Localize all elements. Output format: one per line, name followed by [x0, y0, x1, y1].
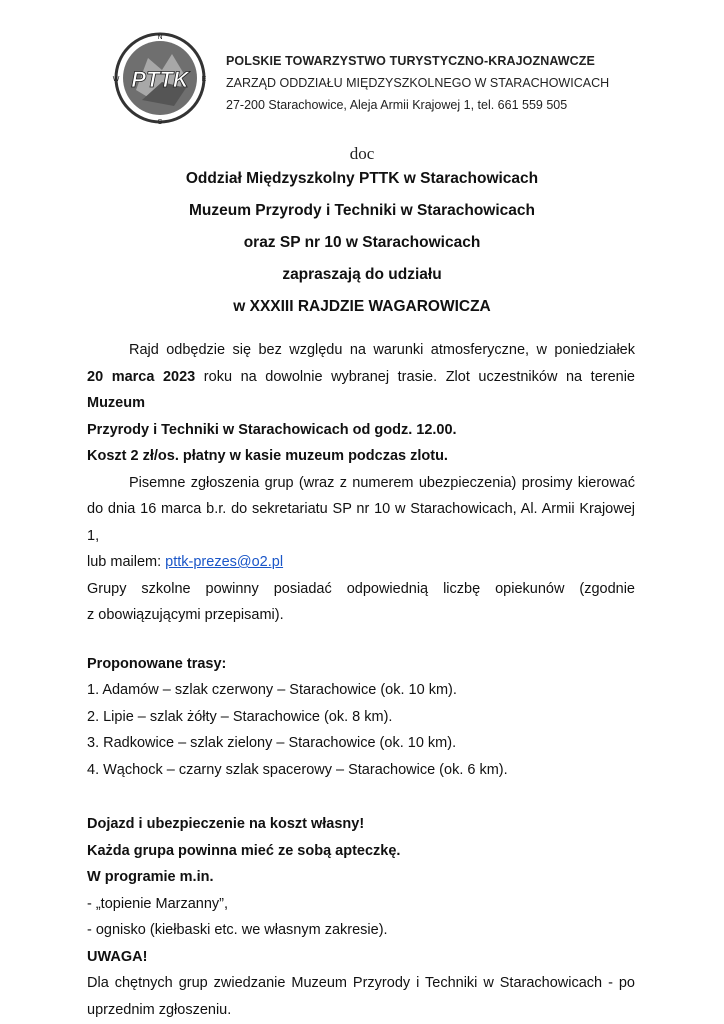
route-item: 4. Wąchock – czarny szlak spacerowy – Starachowice (ok. 6 km). [87, 761, 508, 778]
registration-line-1: Pisemne zgłoszenia grup (wraz z numerem ubezpieczenia) prosimy kierować [129, 474, 635, 491]
email-prefix: lub mailem: [87, 554, 166, 570]
program-item: - „topienie Marzanny”, [87, 895, 229, 912]
transport-note: Dojazd i ubezpieczenie na koszt własny! [87, 816, 365, 832]
warning-line-1: Dla chętnych grup zwiedzanie Muzeum Przyrody i Techniki w Starachowicach - po [87, 975, 635, 991]
warning-line-2: uprzednim zgłoszeniu. [87, 1001, 232, 1018]
intro-line-2 [87, 364, 635, 417]
org-address: 27-200 Starachowice, Aleja Armii Krajowej 1, tel. 661 559 505 [226, 98, 568, 112]
routes-heading: Proponowane trasy: [87, 655, 227, 672]
email-link[interactable]: pttk-prezes@o2.pl [165, 554, 284, 570]
route-item: 2. Lipie – szlak żółty – Starachowice (ok. 8 km). [87, 708, 393, 725]
route-item: 3. Radkowice – szlak zielony – Starachowice (ok. 10 km). [87, 735, 457, 751]
warning-heading: UWAGA! [87, 948, 148, 965]
title-line: w XXXIII RAJDZIE WAGAROWICZA [233, 298, 491, 315]
doc-label: doc [349, 144, 375, 163]
title-line: oraz SP nr 10 w Starachowicach [243, 234, 481, 251]
program-heading: W programie m.in. [87, 869, 214, 885]
org-branch: ZARZĄD ODDZIAŁU MIĘDZYSZKOLNEGO W STARACHOWICACH [226, 76, 610, 90]
groups-line-1: Grupy szkolne powinny posiadać odpowiednią liczbę opiekunów (zgodnie [87, 580, 635, 597]
org-name: POLSKIE TOWARZYSTWO TURYSTYCZNO-KRAJOZNAWCZE [226, 54, 595, 68]
intro-line-3: Przyrody i Techniki w Starachowicach od godz. 12.00. [87, 421, 457, 438]
program-item: - ognisko (kiełbaski etc. we własnym zakresie). [87, 922, 388, 938]
compass-n: N [157, 34, 163, 41]
museum-word: Muzeum [87, 395, 145, 411]
pttk-logo [112, 30, 208, 126]
route-item: 1. Adamów – szlak czerwony – Starachowice (ok. 10 km). [87, 682, 457, 698]
intro-line-1: Rajd odbędzie się bez względu na warunki atmosferyczne, w poniedziałek [129, 342, 635, 358]
compass-w: W [112, 76, 120, 83]
spacer [87, 783, 635, 811]
invitation-titles [0, 163, 724, 323]
spacer [87, 629, 635, 651]
intro-line-2-text: roku na dowolnie wybranej trasie. Zlot uczestników na terenie [195, 368, 635, 385]
groups-line-2: z obowiązującymi przepisami). [87, 607, 284, 623]
rally-date: 20 marca 2023 [87, 368, 196, 385]
organization-header [226, 50, 609, 116]
logo-text: PTTK [131, 67, 189, 92]
registration-line-3 [87, 549, 635, 576]
compass-s: S [157, 119, 163, 126]
first-aid-note: Każda grupa powinna mieć ze sobą apteczkę. [87, 842, 401, 859]
cost-line: Koszt 2 zł/os. płatny w kasie muzeum podczas zlotu. [87, 448, 448, 464]
compass-e: E [201, 76, 207, 83]
document-body [87, 337, 635, 1023]
registration-line-2: do dnia 16 marca b.r. do sekretariatu SP nr 10 w Starachowicach, Al. Armii Krajowej 1, [87, 501, 635, 544]
title-line: Oddział Międzyszkolny PTTK w Starachowicach [185, 170, 539, 187]
title-line: zapraszają do udziału [282, 266, 442, 283]
title-line: Muzeum Przyrody i Techniki w Starachowicach [189, 202, 535, 219]
